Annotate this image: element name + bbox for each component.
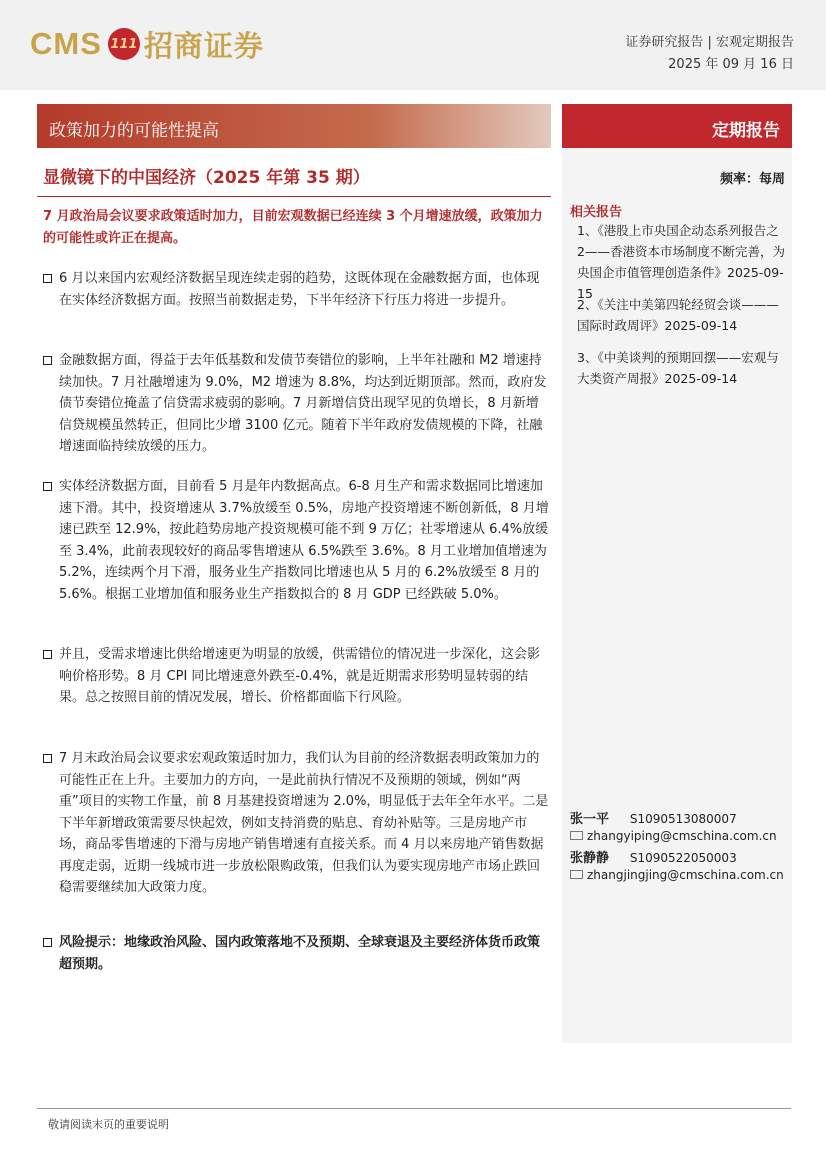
bullet-text: 7 月末政治局会议要求宏观政策适时加力，我们认为目前的经济数据表明政策加力的可能性正在上升。主要加力的方向，一是此前执行情况不及预期的领域，例如“两重”项目的实物工作量，前 8 月基建投资增速为 2.0%，明显低于去年全年水平。二是下半年新增政策需要尽快起效，例如支持消费的贴息、育幼补贴等。三是房地产市场，商品零售增速的下滑与房地产销售增速有直接关系。而 4 月以来房地产销售数据再度走弱，近期一线城市进一步放松限购政策，但我们认为要实现房地产市场止跌回稳需要继续加大政策力度。: [59, 751, 549, 895]
bullet-text: 金融数据方面，得益于去年低基数和发债节奏错位的影响，上半年社融和 M2 增速持续加快。7 月社融增速为 9.0%，M2 增速为 8.8%，均达到近期顶部。然而，政府发债节奏错位掩盖了信贷需求疲弱的影响。7 月新增信贷出现罕见的负增长，8 月新增信贷规模虽然转正，但同比少增 3100 亿元。随着下半年政府发债规模的下降，社融增速面临持续放缓的压力。: [59, 353, 547, 454]
category-banner: [562, 104, 792, 148]
analyst-email-row[interactable]: [570, 868, 784, 882]
company-logo: [30, 24, 264, 64]
analyst-name: 张静静: [570, 851, 610, 866]
document-type: 证券研究报告 | 宏观定期报告: [625, 35, 794, 50]
analyst-certificate: S1090522050003: [629, 851, 737, 865]
analyst-certificate: S1090513080007: [629, 812, 737, 826]
footer-disclaimer: 敬请阅读末页的重要说明: [48, 1118, 169, 1131]
bullet-square-icon: [43, 650, 52, 659]
logo-company-name: 招商证券: [143, 28, 264, 63]
bullet-square-icon: [43, 938, 52, 947]
risk-warning-text: 风险提示：地缘政治风险、国内政策落地不及预期、全球衰退及主要经济体货币政策超预期。: [59, 935, 541, 972]
bullet-text: 6 月以来国内宏观经济数据呈现连续走弱的趋势，这既体现在金融数据方面，也体现在实体经济数据方面。按照当前数据走势，下半年经济下行压力将进一步提升。: [59, 271, 540, 308]
bullet-text: 并且，受需求增速比供给增速更为明显的放缓，供需错位的情况进一步深化，这会影响价格形势。8 月 CPI 同比增速意外跌至-0.4%，就是近期需求形势明显转弱的结果。总之按照目前的情况发展，增长、价格都面临下行风险。: [59, 647, 541, 705]
analyst-2: [570, 847, 737, 866]
report-title: 显微镜下的中国经济（2025 年第 35 期）: [43, 168, 370, 188]
related-report-item[interactable]: 1、《港股上市央国企动态系列报告之 2——香港资本市场制度不断完善，为央国企市值管理创造条件》2025-09-15: [577, 223, 785, 301]
bullet-paragraph: [43, 476, 549, 605]
title-divider: [37, 196, 551, 197]
bullet-square-icon: [43, 274, 52, 283]
bullet-paragraph: [43, 350, 549, 458]
bullet-square-icon: [43, 754, 52, 763]
theme-text: 政策加力的可能性提高: [49, 121, 219, 141]
logo-badge-icon: 111: [108, 28, 140, 60]
report-frequency: 频率：每周: [719, 172, 785, 187]
footer-divider: [37, 1108, 791, 1109]
report-summary: 7 月政治局会议要求政策适时加力，目前宏观数据已经连续 3 个月增速放缓，政策加力的可能性或许正在提高。: [43, 209, 543, 246]
analyst-email-row[interactable]: [570, 829, 777, 843]
related-report-item[interactable]: 2、《关注中美第四轮经贸会谈———国际时政周评》2025-09-14: [577, 297, 779, 333]
document-date: 2025 年 09 月 16 日: [668, 57, 794, 72]
mail-icon: [570, 831, 583, 840]
bullet-text: 实体经济数据方面，目前看 5 月是年内数据高点。6-8 月生产和需求数据同比增速加速下滑。其中，投资增速从 3.7%放缓至 0.5%，房地产投资增速不断创新低，8 月增速已跌至 12.9%，按此趋势房地产投资规模可能不到 9 万亿；社零增速从 6.4%放缓至 3.4%，此前表现较好的商品零售增速从 6.5%跌至 3.6%。8 月工业增加值增速为 5.2%，连续两个月下滑，服务业生产指数同比增速也从 5 月的 6.2%放缓至 8 月的 5.6%。根据工业增加值和服务业生产指数拟合的 8 月 GDP 已经跌破 5.0%。: [59, 479, 549, 602]
category-text: 定期报告: [712, 121, 780, 141]
analyst-email[interactable]: zhangyiping@cmschina.com.cn: [587, 829, 777, 843]
bullet-square-icon: [43, 482, 52, 491]
related-report-item[interactable]: 3、《中美谈判的预期回摆——宏观与大类资产周报》2025-09-14: [577, 350, 779, 386]
theme-banner: [37, 104, 551, 148]
analyst-name: 张一平: [570, 812, 610, 827]
bullet-square-icon: [43, 356, 52, 365]
logo-cms-text: CMS: [30, 26, 102, 61]
mail-icon: [570, 870, 583, 879]
bullet-paragraph: [43, 748, 549, 899]
bullet-paragraph: [43, 644, 549, 709]
bullet-paragraph: [43, 268, 549, 311]
related-reports-heading: 相关报告: [570, 205, 623, 220]
risk-warning: [43, 932, 549, 975]
analyst-1: [570, 808, 737, 827]
analyst-email[interactable]: zhangjingjing@cmschina.com.cn: [587, 868, 784, 882]
